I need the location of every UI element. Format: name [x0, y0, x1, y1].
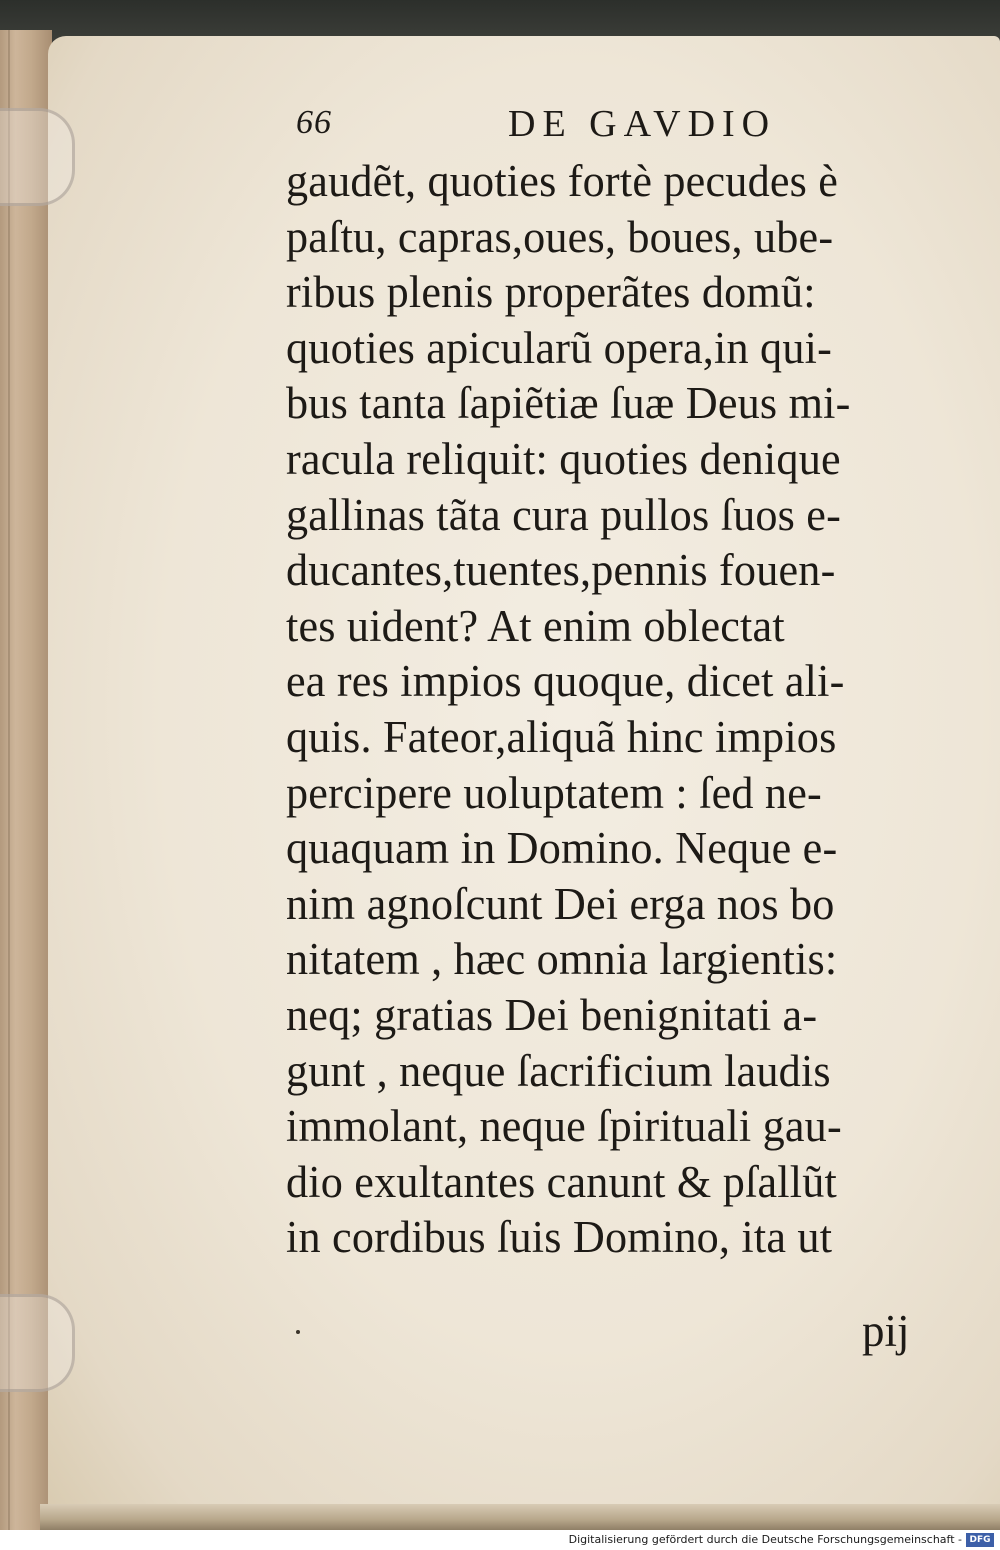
- text-line: paſtu, capras,oues, boues, ube-: [286, 211, 834, 262]
- funding-credit: Digitalisierung gefördert durch die Deutsche Forschungsgemeinschaft -: [568, 1533, 962, 1546]
- text-line: quaquam in Domino. Neque e-: [286, 823, 838, 874]
- text-line: neq; gratias Dei benignitati a-: [286, 989, 818, 1040]
- text-line: gaudẽt, quoties fortè pecudes è: [286, 156, 839, 206]
- text-line: nitatem , hæc omnia largientis:: [286, 934, 838, 985]
- text-line: quis. Fateor,aliquã hinc impios: [286, 711, 837, 762]
- text-line: ribus plenis properãtes domũ:: [286, 267, 816, 318]
- body-text: [286, 154, 966, 1266]
- page-clip-bottom: [0, 1294, 75, 1392]
- text-line: in cordibus ſuis Domino, ita ut: [286, 1212, 833, 1263]
- text-line: nim agnoſcunt Dei erga nos bo: [286, 878, 835, 929]
- page-stack-edge: [40, 1504, 1000, 1530]
- digitization-footer: [0, 1530, 1000, 1550]
- text-line: ducantes,tuentes,pennis fouen-: [286, 545, 836, 596]
- text-line: gallinas tãta cura pullos ſuos e-: [286, 489, 842, 540]
- page-number: 66: [296, 104, 332, 141]
- running-head: [286, 96, 966, 154]
- ink-speck: [296, 1330, 300, 1334]
- text-line: tes uident? At enim oblectat: [286, 600, 785, 651]
- text-line: quoties apicularũ opera,in qui-: [286, 322, 833, 373]
- dfg-logo: DFG: [966, 1533, 994, 1547]
- text-line: dio exultantes canunt & pſallũt: [286, 1156, 837, 1207]
- text-line: gunt , neque ſacrificium laudis: [286, 1045, 831, 1096]
- text-line: bus tanta ſapiẽtiæ ſuæ Deus mi-: [286, 378, 851, 429]
- text-line: racula reliquit: quoties denique: [286, 433, 841, 484]
- scanner-backdrop: [0, 0, 1000, 40]
- text-line: ea res impios quoque, dicet ali-: [286, 656, 845, 707]
- text-line: percipere uoluptatem : ſed ne-: [286, 767, 822, 818]
- printed-text-block: [286, 96, 966, 1266]
- signature-mark: pij: [862, 1306, 910, 1356]
- text-line: immolant, neque ſpirituali gau-: [286, 1101, 842, 1152]
- running-title: DE GAVDIO: [508, 103, 777, 145]
- page-clip-top: [0, 108, 75, 206]
